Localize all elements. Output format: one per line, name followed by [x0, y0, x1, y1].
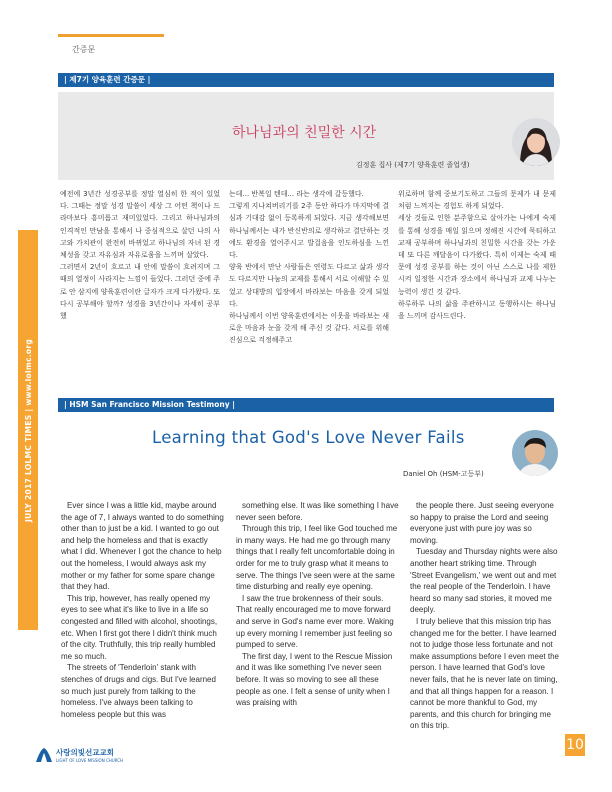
paragraph: The first day, I went to the Rescue Mission and it was like something I've never seen before. It was so moving to see all these people as one. I felt a sense of unity when I was praising with [236, 651, 393, 708]
english-section-label: | HSM San Francisco Mission Testimony | [64, 400, 235, 409]
author-photo-oh [512, 430, 558, 476]
korean-column-3: 위로하며 함께 중보기도하고 그들의 문제가 내 문제처럼 느껴지는 경험도 하게 되었다. 세상 것들로 인한 분주함으로 살아가는 나에게 숙제를 통해 성경을 매일 읽으며 정해진 시간에 묵티하고 교재 공부하며 하나님과의 친밀한 시간을 갖는 가운데 또 다른 깨달음이 다가왔다. 특히 이제는 숙제 때문에 성경 공부를 하는 것이 아닌 스스로 나를 제한시켜 일정한 시간과 장소에서 하나님과 교제 나누는 능력이 생긴 것 같다. 하루하루 나의 삶을 주관하시고 동행하시는 하나님을 느끼며 감사드린다. [398, 190, 556, 321]
church-name: 사랑의빛선교교회 [56, 748, 114, 757]
paragraph: Tuesday and Thursday nights were also another heart striking time. Through 'Street Evangelism,' we went out and met the real people of the Tenderloin. I have heard so many sad stories, it moved me deeply. [410, 547, 558, 615]
paragraph: Ever since I was a little kid, maybe around the age of 7, I always wanted to do something other than to just be a kid. I wanted to go out and help the homeless and that is exactly what I did. Whenever I got the chance to help out the homeless, I would always ask my mother or my father for some spare change that they had. [61, 501, 224, 592]
korean-column-2: 는데... 반복일 텐데... 라는 생각에 갈등했다. 그렇게 지나쳐버리기를 2주 동안 하다가 마지막에 결심과 기대감 없이 등록하게 되었다. 지금 생각해보면 하나님께서는 내가 반신반의로 생각하고 결단하는 것에도 환경을 열어주시고 발걸음을 인도하심을 느낀다. 양육 반에서 만난 사람들은 연령도 다르고 삶과 생각도 다르지만 나눔의 교제를 통해서 서로 이해할 수 있었고 상대방의 입장에서 바라보는 마음을 갖게 되었다. 하나님께서 이번 양육훈련에서는 이웃을 바라보는 새로운 마음과 눈을 갖게 해 주신 것 같다. 서로를 위해 진심으로 걱정해주고 [229, 190, 389, 345]
english-column-3 [410, 500, 560, 732]
korean-section-label: | 제7기 양육훈련 간증문 | [64, 75, 151, 84]
author-photo-kim [512, 118, 560, 166]
english-column-2 [236, 500, 400, 709]
side-label-wrap [18, 230, 38, 630]
paragraph: This trip, however, has really opened my eyes to see what it's like to live in a life so congested and filled with alcohol, shootings, etc. When I first got there I didn't think much of the city. Truthfully, this trip really humbled me so much. [61, 593, 218, 661]
church-logo-icon [34, 746, 54, 764]
page-number: 10 [565, 734, 585, 756]
english-article-title: Learning that God's Love Never Fails [152, 428, 465, 447]
paragraph: Through this trip, I feel like God touched me in many ways. He had me go through many things that I really felt uncomfortable doing in order for me to truly grasp what it means to serve. The things I've seen were at the same time disturbing and really eye opening. [236, 524, 398, 592]
korean-article-byline: 김정훈 집사 (제7기 양육훈련 졸업생) [356, 161, 470, 169]
paragraph: I truly believe that this mission trip has changed me for the better. I have learned not to judge those less fortunate and not make assumptions before I even meet the person. I have learned that God's love never fails, that he is never late on timing, and that all things happen for a reason. I cannot be more thankful to God, my parents, and this church for bringing me on this trip. [410, 616, 559, 731]
side-label: JULY 2017 LOLMC TIMES | www.lolmc.org [23, 338, 33, 522]
paragraph: I saw the true brokenness of their souls. That really encouraged me to move forward and serve in God's name ever more. Waking up every morning I remember just feeling so pumped to serve. [236, 593, 394, 650]
header-accent-rule [58, 34, 164, 37]
korean-column-1: 예전에 3년간 성경공부를 정말 열심히 한 적이 있었다. 그때는 정말 성경 말씀이 세상 그 어떤 책이나 드라마보다 흥미롭고 재미있었다. 그리고 하나님과의 인격적인 만남을 통해서 나 중심적으로 살던 나의 사고와 가치관이 완전히 바뀌었고 하나님의 자녀 된 경체성을 갖고 자유심과 자유로움을 느끼며 살았다. 그러면서 2년이 흐르고 내 안에 말씀이 흐려지며 그때의 열정이 사라지는 느낌이 들었다. 그러던 중에 주로 안 삼지에 양육훈련이란 글자가 크게 다가왔다. 또다시 공부해야 할까? 성경을 3년간이나 자세히 공부했 [60, 190, 220, 321]
english-column-1 [61, 500, 225, 720]
korean-article-title: 하나님과의 친밀한 시간 [232, 125, 377, 141]
church-name-english: LIGHT OF LOVE MISSION CHURCH [56, 758, 124, 763]
paragraph: the people there. Just seeing everyone so happy to praise the Lord and seeing everyone just with pure joy was so moving. [410, 501, 554, 545]
paragraph: The streets of 'Tenderloin' stank with stenches of drugs and cigs. But I've learned so much just purely from talking to the homeless. I've always been talking to homeless people but this was [61, 663, 216, 719]
paragraph: something else. It was like something I have never seen before. [236, 501, 399, 522]
section-tag: 간증문 [72, 45, 96, 54]
english-article-byline: Daniel Oh (HSM-고등부) [403, 470, 484, 478]
